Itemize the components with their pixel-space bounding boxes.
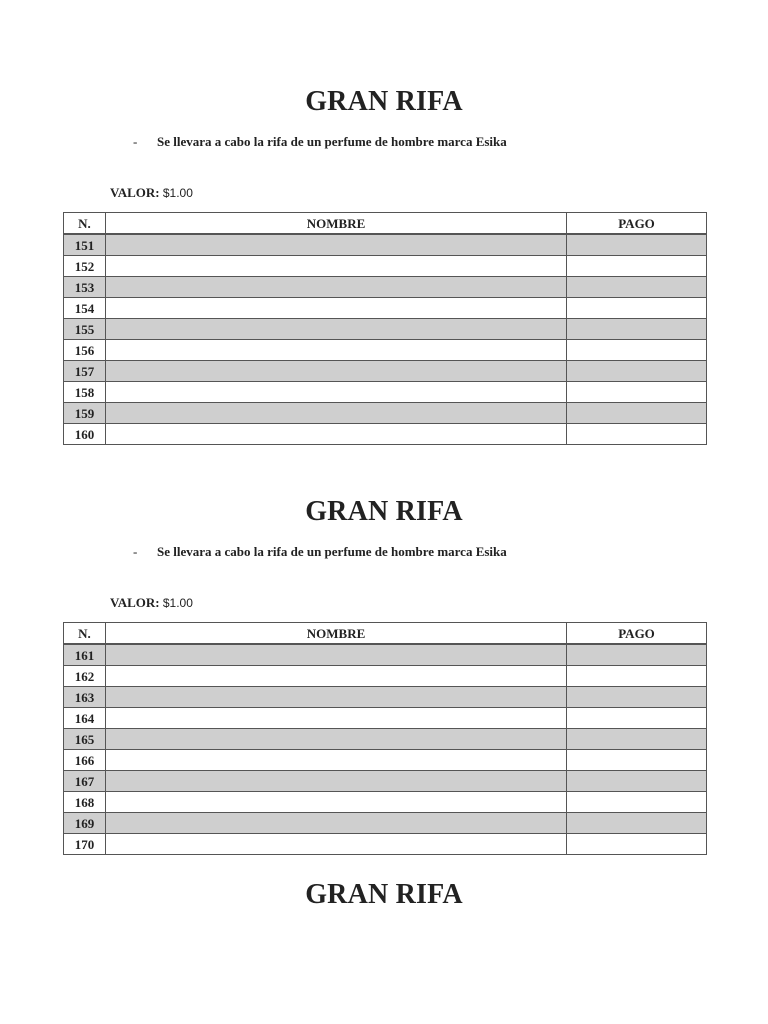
table-row bbox=[64, 319, 707, 340]
ticket-number: 156 bbox=[64, 340, 106, 361]
table-row bbox=[64, 298, 707, 319]
bullet-dash: - bbox=[133, 134, 138, 149]
header-name: NOMBRE bbox=[106, 623, 567, 645]
table-row bbox=[64, 729, 707, 750]
table-header-row bbox=[64, 213, 707, 235]
payment-cell[interactable] bbox=[567, 403, 707, 424]
table-row bbox=[64, 340, 707, 361]
name-cell[interactable] bbox=[106, 644, 567, 666]
name-cell[interactable] bbox=[106, 403, 567, 424]
payment-cell[interactable] bbox=[567, 361, 707, 382]
name-cell[interactable] bbox=[106, 234, 567, 256]
name-cell[interactable] bbox=[106, 298, 567, 319]
header-number: N. bbox=[64, 623, 106, 645]
table-row bbox=[64, 687, 707, 708]
table-row bbox=[64, 666, 707, 687]
payment-cell[interactable] bbox=[567, 319, 707, 340]
ticket-number: 162 bbox=[64, 666, 106, 687]
name-cell[interactable] bbox=[106, 687, 567, 708]
name-cell[interactable] bbox=[106, 834, 567, 855]
table-row bbox=[64, 361, 707, 382]
name-cell[interactable] bbox=[106, 750, 567, 771]
ticket-number: 159 bbox=[64, 403, 106, 424]
table-row bbox=[64, 644, 707, 666]
name-cell[interactable] bbox=[106, 813, 567, 834]
table-row bbox=[64, 403, 707, 424]
header-payment: PAGO bbox=[567, 213, 707, 235]
ticket-number: 165 bbox=[64, 729, 106, 750]
name-cell[interactable] bbox=[106, 792, 567, 813]
ticket-number: 169 bbox=[64, 813, 106, 834]
description-text: Se llevara a cabo la rifa de un perfume de hombre marca Esika bbox=[157, 544, 507, 559]
description-text: Se llevara a cabo la rifa de un perfume de hombre marca Esika bbox=[157, 134, 507, 149]
name-cell[interactable] bbox=[106, 277, 567, 298]
ticket-number: 166 bbox=[64, 750, 106, 771]
table-row bbox=[64, 382, 707, 403]
table-row bbox=[64, 792, 707, 813]
raffle-table-2 bbox=[63, 622, 707, 855]
ticket-number: 167 bbox=[64, 771, 106, 792]
raffle-price-1 bbox=[110, 185, 193, 201]
payment-cell[interactable] bbox=[567, 256, 707, 277]
payment-cell[interactable] bbox=[567, 298, 707, 319]
price-label: VALOR: bbox=[110, 185, 160, 200]
name-cell[interactable] bbox=[106, 319, 567, 340]
raffle-title-1: GRAN RIFA bbox=[305, 86, 463, 117]
payment-cell[interactable] bbox=[567, 644, 707, 666]
table-row bbox=[64, 834, 707, 855]
name-cell[interactable] bbox=[106, 708, 567, 729]
bullet-dash: - bbox=[133, 544, 138, 559]
table-row bbox=[64, 424, 707, 445]
raffle-description-2 bbox=[133, 544, 507, 560]
payment-cell[interactable] bbox=[567, 771, 707, 792]
table-row bbox=[64, 813, 707, 834]
header-name: NOMBRE bbox=[106, 213, 567, 235]
ticket-number: 160 bbox=[64, 424, 106, 445]
ticket-number: 164 bbox=[64, 708, 106, 729]
payment-cell[interactable] bbox=[567, 834, 707, 855]
table-row bbox=[64, 771, 707, 792]
payment-cell[interactable] bbox=[567, 729, 707, 750]
raffle-title-3: GRAN RIFA bbox=[305, 879, 463, 910]
name-cell[interactable] bbox=[106, 382, 567, 403]
raffle-description-1 bbox=[133, 134, 507, 150]
ticket-number: 154 bbox=[64, 298, 106, 319]
table-row bbox=[64, 256, 707, 277]
payment-cell[interactable] bbox=[567, 234, 707, 256]
table-row bbox=[64, 277, 707, 298]
payment-cell[interactable] bbox=[567, 750, 707, 771]
payment-cell[interactable] bbox=[567, 340, 707, 361]
table-row bbox=[64, 750, 707, 771]
ticket-number: 163 bbox=[64, 687, 106, 708]
header-payment: PAGO bbox=[567, 623, 707, 645]
raffle-price-2 bbox=[110, 595, 193, 611]
name-cell[interactable] bbox=[106, 666, 567, 687]
ticket-number: 152 bbox=[64, 256, 106, 277]
table-header-row bbox=[64, 623, 707, 645]
payment-cell[interactable] bbox=[567, 666, 707, 687]
ticket-number: 157 bbox=[64, 361, 106, 382]
ticket-number: 151 bbox=[64, 234, 106, 256]
price-label: VALOR: bbox=[110, 595, 160, 610]
raffle-title-2: GRAN RIFA bbox=[305, 496, 463, 527]
payment-cell[interactable] bbox=[567, 792, 707, 813]
name-cell[interactable] bbox=[106, 729, 567, 750]
ticket-number: 168 bbox=[64, 792, 106, 813]
name-cell[interactable] bbox=[106, 256, 567, 277]
payment-cell[interactable] bbox=[567, 687, 707, 708]
payment-cell[interactable] bbox=[567, 424, 707, 445]
ticket-number: 158 bbox=[64, 382, 106, 403]
raffle-table-1 bbox=[63, 212, 707, 445]
table-row bbox=[64, 234, 707, 256]
ticket-number: 161 bbox=[64, 644, 106, 666]
payment-cell[interactable] bbox=[567, 277, 707, 298]
payment-cell[interactable] bbox=[567, 708, 707, 729]
name-cell[interactable] bbox=[106, 361, 567, 382]
payment-cell[interactable] bbox=[567, 382, 707, 403]
name-cell[interactable] bbox=[106, 340, 567, 361]
ticket-number: 155 bbox=[64, 319, 106, 340]
price-amount: $1.00 bbox=[162, 596, 193, 610]
ticket-number: 170 bbox=[64, 834, 106, 855]
payment-cell[interactable] bbox=[567, 813, 707, 834]
price-amount: $1.00 bbox=[162, 186, 193, 200]
ticket-number: 153 bbox=[64, 277, 106, 298]
table-row bbox=[64, 708, 707, 729]
header-number: N. bbox=[64, 213, 106, 235]
name-cell[interactable] bbox=[106, 771, 567, 792]
name-cell[interactable] bbox=[106, 424, 567, 445]
